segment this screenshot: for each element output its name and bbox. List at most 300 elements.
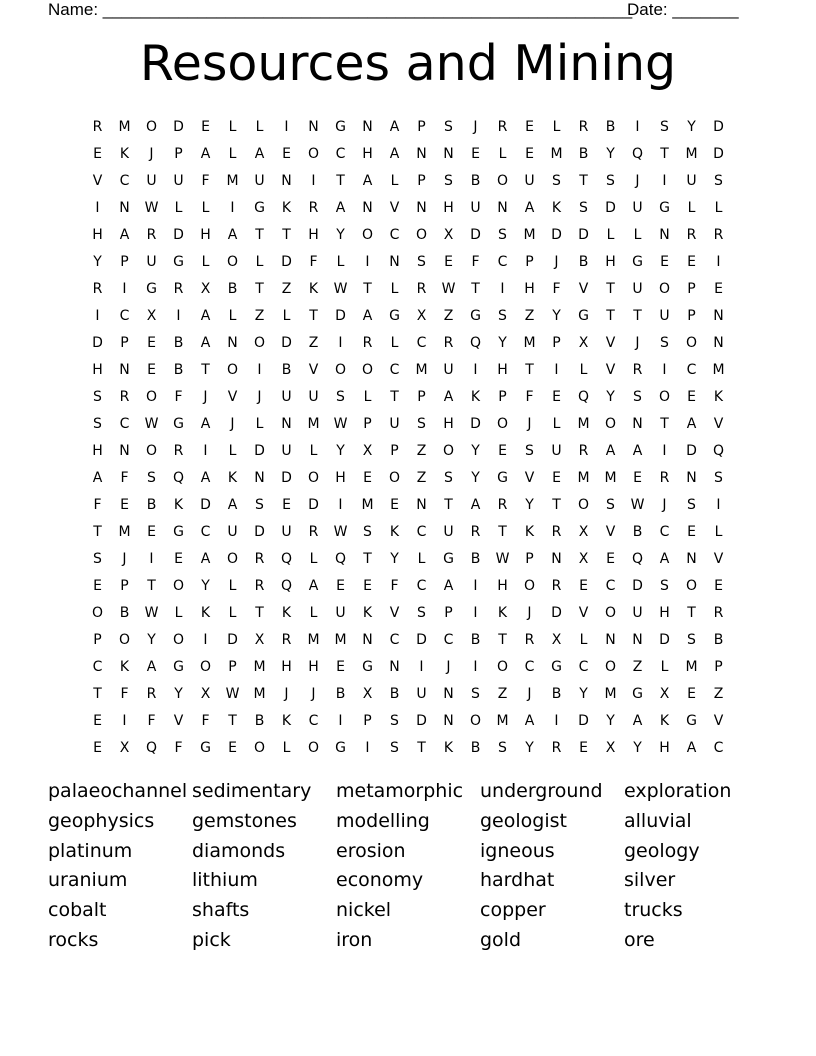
grid-cell: X: [362, 686, 373, 702]
grid-cell: H: [443, 200, 454, 216]
grid-cell: I: [554, 713, 559, 729]
grid-cell: R: [173, 443, 184, 459]
grid-cell: N: [119, 443, 130, 459]
grid-cell: U: [146, 173, 157, 189]
grid-row: [84, 114, 732, 141]
grid-cell: C: [416, 578, 427, 594]
grid-cell: C: [389, 227, 400, 243]
grid-cell: V: [308, 362, 319, 378]
grid-cell: X: [659, 686, 670, 702]
grid-cell: D: [551, 227, 562, 243]
grid-cell: E: [525, 119, 534, 135]
grid-cell: P: [93, 632, 102, 648]
grid-cell: S: [93, 416, 102, 432]
word-list-item: pick: [192, 928, 231, 951]
grid-cell: Q: [469, 335, 482, 351]
grid-cell: L: [255, 119, 264, 135]
grid-cell: J: [527, 605, 532, 621]
grid-cell: J: [284, 686, 289, 702]
grid-row: [84, 195, 732, 222]
grid-cell: R: [659, 470, 670, 486]
grid-cell: R: [497, 497, 508, 513]
grid-cell: S: [417, 605, 426, 621]
grid-row: [84, 411, 732, 438]
grid-row: [84, 141, 732, 168]
grid-cell: O: [658, 281, 671, 297]
grid-cell: N: [416, 497, 427, 513]
grid-cell: B: [470, 173, 481, 189]
grid-cell: T: [606, 308, 615, 324]
grid-cell: O: [685, 335, 698, 351]
grid-cell: B: [470, 740, 481, 756]
grid-cell: N: [362, 200, 373, 216]
grid-cell: E: [282, 497, 291, 513]
grid-cell: K: [497, 605, 508, 621]
grid-cell: L: [174, 200, 183, 216]
grid-cell: T: [255, 281, 264, 297]
grid-cell: D: [605, 200, 616, 216]
grid-cell: S: [444, 470, 453, 486]
grid-cell: E: [579, 578, 588, 594]
grid-cell: T: [93, 686, 102, 702]
grid-cell: T: [471, 281, 480, 297]
grid-cell: B: [254, 713, 265, 729]
grid-cell: K: [443, 740, 454, 756]
grid-cell: E: [687, 254, 696, 270]
grid-cell: I: [473, 605, 478, 621]
grid-cell: L: [255, 416, 264, 432]
grid-cell: R: [470, 524, 481, 540]
grid-row: [84, 654, 732, 681]
grid-cell: J: [554, 254, 559, 270]
grid-cell: Z: [416, 470, 427, 486]
grid-cell: P: [525, 551, 534, 567]
grid-row: [84, 276, 732, 303]
grid-cell: Q: [712, 443, 725, 459]
grid-cell: X: [578, 551, 589, 567]
grid-cell: D: [686, 443, 697, 459]
grid-cell: H: [497, 578, 508, 594]
grid-cell: W: [144, 416, 159, 432]
grid-cell: T: [552, 497, 561, 513]
grid-cell: R: [578, 443, 589, 459]
grid-cell: R: [416, 281, 427, 297]
grid-cell: L: [228, 443, 237, 459]
grid-cell: M: [604, 686, 617, 702]
grid-cell: G: [470, 308, 481, 324]
grid-cell: P: [174, 146, 183, 162]
grid-cell: M: [415, 362, 428, 378]
grid-cell: O: [685, 578, 698, 594]
grid-cell: K: [281, 605, 292, 621]
grid-cell: O: [145, 119, 158, 135]
grid-cell: S: [606, 497, 615, 513]
word-list-item: gold: [480, 928, 522, 951]
grid-cell: C: [389, 362, 400, 378]
grid-cell: A: [470, 497, 481, 513]
grid-row: [84, 492, 732, 519]
grid-cell: S: [579, 200, 588, 216]
grid-cell: H: [659, 605, 670, 621]
grid-cell: R: [686, 227, 697, 243]
grid-cell: L: [606, 227, 615, 243]
grid-cell: W: [495, 551, 510, 567]
grid-cell: L: [714, 524, 723, 540]
grid-cell: E: [93, 146, 102, 162]
grid-cell: O: [253, 740, 266, 756]
grid-cell: P: [417, 389, 426, 405]
grid-cell: H: [497, 362, 508, 378]
grid-cell: O: [496, 173, 509, 189]
word-list-item: trucks: [624, 899, 683, 922]
letter-grid: [84, 114, 732, 762]
grid-cell: F: [174, 389, 183, 405]
grid-row: [84, 627, 732, 654]
grid-cell: K: [713, 389, 724, 405]
grid-cell: E: [147, 524, 156, 540]
grid-cell: N: [416, 146, 427, 162]
word-list-item: uranium: [48, 869, 128, 892]
puzzle-title: Resources and Mining: [139, 35, 677, 92]
grid-cell: E: [552, 470, 561, 486]
grid-cell: T: [579, 173, 588, 189]
grid-cell: N: [713, 308, 724, 324]
grid-cell: I: [716, 497, 721, 513]
grid-cell: G: [173, 659, 184, 675]
grid-cell: Z: [713, 686, 724, 702]
date-field-line: Date: _______: [627, 0, 739, 19]
grid-cell: K: [227, 470, 238, 486]
grid-cell: L: [309, 605, 318, 621]
grid-cell: N: [713, 335, 724, 351]
grid-cell: O: [199, 659, 212, 675]
grid-cell: N: [254, 470, 265, 486]
grid-cell: G: [632, 686, 643, 702]
grid-cell: O: [442, 443, 455, 459]
word-list-item: hardhat: [480, 869, 555, 892]
grid-cell: X: [146, 308, 157, 324]
grid-cell: S: [552, 173, 561, 189]
grid-cell: F: [93, 497, 102, 513]
grid-cell: A: [92, 470, 103, 486]
grid-cell: F: [120, 686, 129, 702]
grid-cell: D: [281, 470, 292, 486]
grid-cell: Z: [443, 308, 454, 324]
grid-cell: I: [500, 281, 505, 297]
grid-cell: V: [389, 605, 400, 621]
grid-cell: H: [92, 362, 103, 378]
grid-cell: I: [311, 173, 316, 189]
grid-cell: F: [525, 389, 534, 405]
grid-cell: X: [200, 281, 211, 297]
grid-cell: N: [416, 200, 427, 216]
grid-cell: Y: [93, 254, 102, 270]
grid-cell: L: [579, 362, 588, 378]
grid-cell: S: [498, 740, 507, 756]
grid-cell: P: [363, 416, 372, 432]
grid-cell: L: [201, 200, 210, 216]
grid-cell: A: [200, 335, 211, 351]
grid-cell: O: [577, 497, 590, 513]
grid-cell: H: [362, 146, 373, 162]
grid-cell: Y: [525, 497, 534, 513]
grid-cell: V: [578, 605, 589, 621]
grid-cell: E: [93, 713, 102, 729]
grid-cell: F: [390, 578, 399, 594]
grid-cell: L: [714, 200, 723, 216]
grid-cell: L: [228, 605, 237, 621]
grid-cell: H: [443, 416, 454, 432]
grid-cell: V: [524, 470, 535, 486]
grid-cell: Z: [497, 686, 508, 702]
grid-cell: D: [632, 578, 643, 594]
grid-cell: S: [687, 497, 696, 513]
grid-cell: E: [687, 686, 696, 702]
word-list-item: exploration: [624, 780, 732, 802]
grid-cell: Y: [336, 443, 345, 459]
grid-cell: I: [338, 497, 343, 513]
grid-row: [84, 708, 732, 735]
grid-cell: L: [228, 146, 237, 162]
grid-cell: U: [470, 200, 481, 216]
grid-cell: M: [334, 632, 347, 648]
grid-cell: S: [687, 632, 696, 648]
grid-cell: Q: [172, 470, 185, 486]
grid-cell: S: [444, 119, 453, 135]
grid-cell: T: [336, 173, 345, 189]
grid-cell: O: [226, 362, 239, 378]
grid-cell: Z: [632, 659, 643, 675]
grid-cell: W: [333, 416, 348, 432]
grid-cell: E: [363, 470, 372, 486]
grid-cell: I: [662, 173, 667, 189]
grid-cell: Q: [631, 146, 644, 162]
grid-cell: C: [308, 713, 319, 729]
grid-cell: O: [226, 551, 239, 567]
grid-cell: O: [361, 362, 374, 378]
grid-cell: I: [365, 254, 370, 270]
grid-cell: L: [228, 578, 237, 594]
grid-cell: D: [308, 497, 319, 513]
grid-cell: R: [713, 605, 724, 621]
grid-cell: U: [632, 200, 643, 216]
word-list-item: lithium: [192, 869, 258, 892]
grid-cell: C: [713, 740, 724, 756]
grid-cell: J: [446, 659, 451, 675]
grid-cell: V: [227, 389, 238, 405]
grid-cell: S: [255, 497, 264, 513]
grid-cell: K: [308, 281, 319, 297]
grid-cell: R: [254, 551, 265, 567]
grid-cell: N: [281, 416, 292, 432]
grid-cell: I: [662, 362, 667, 378]
grid-cell: W: [333, 524, 348, 540]
grid-cell: L: [336, 254, 345, 270]
grid-cell: U: [254, 173, 265, 189]
grid-cell: O: [307, 146, 320, 162]
grid-cell: E: [552, 389, 561, 405]
word-list-item: modelling: [336, 809, 430, 832]
grid-cell: J: [635, 173, 640, 189]
grid-cell: I: [554, 362, 559, 378]
grid-cell: U: [416, 686, 427, 702]
grid-cell: W: [441, 281, 456, 297]
grid-cell: G: [146, 281, 157, 297]
word-list-item: silver: [624, 869, 676, 892]
grid-cell: L: [174, 605, 183, 621]
grid-cell: U: [335, 605, 346, 621]
grid-cell: S: [444, 173, 453, 189]
grid-cell: J: [527, 686, 532, 702]
grid-cell: M: [496, 713, 509, 729]
word-list-item: igneous: [480, 839, 555, 862]
grid-cell: R: [173, 281, 184, 297]
grid-cell: T: [93, 524, 102, 540]
grid-cell: B: [470, 551, 481, 567]
grid-cell: E: [363, 578, 372, 594]
grid-cell: V: [92, 173, 103, 189]
grid-cell: M: [307, 416, 320, 432]
word-list-item: gemstones: [192, 809, 297, 832]
grid-cell: C: [119, 308, 130, 324]
grid-cell: Q: [577, 389, 590, 405]
grid-cell: E: [525, 146, 534, 162]
grid-cell: Y: [390, 551, 399, 567]
word-list-item: geophysics: [48, 809, 155, 832]
grid-cell: C: [92, 659, 103, 675]
grid-cell: T: [255, 227, 264, 243]
grid-cell: K: [389, 524, 400, 540]
grid-cell: E: [228, 740, 237, 756]
grid-cell: U: [551, 443, 562, 459]
grid-cell: O: [658, 389, 671, 405]
word-list-item: alluvial: [624, 809, 692, 832]
grid-cell: J: [230, 416, 235, 432]
grid-cell: P: [390, 443, 399, 459]
grid-cell: N: [686, 470, 697, 486]
grid-cell: B: [470, 632, 481, 648]
grid-cell: U: [443, 524, 454, 540]
word-list-item: sedimentary: [192, 780, 312, 802]
grid-cell: C: [578, 659, 589, 675]
grid-cell: B: [389, 686, 400, 702]
grid-cell: F: [174, 740, 183, 756]
grid-cell: D: [659, 632, 670, 648]
grid-cell: T: [660, 146, 669, 162]
grid-cell: L: [579, 632, 588, 648]
grid-cell: P: [444, 605, 453, 621]
grid-cell: Y: [471, 443, 480, 459]
grid-cell: B: [146, 497, 157, 513]
grid-cell: T: [417, 740, 426, 756]
grid-cell: E: [147, 362, 156, 378]
grid-cell: U: [443, 362, 454, 378]
grid-cell: A: [443, 578, 454, 594]
grid-cell: L: [498, 146, 507, 162]
grid-cell: J: [527, 416, 532, 432]
grid-cell: E: [471, 146, 480, 162]
grid-cell: S: [417, 416, 426, 432]
grid-cell: Q: [334, 551, 347, 567]
grid-cell: R: [443, 335, 454, 351]
grid-cell: V: [578, 281, 589, 297]
grid-cell: O: [118, 632, 131, 648]
grid-cell: G: [578, 308, 589, 324]
grid-cell: J: [203, 389, 208, 405]
grid-cell: D: [578, 227, 589, 243]
grid-cell: R: [632, 362, 643, 378]
grid-cell: M: [550, 146, 563, 162]
grid-cell: B: [281, 362, 292, 378]
grid-cell: K: [119, 659, 130, 675]
word-list-item: ore: [624, 928, 655, 951]
grid-cell: U: [659, 308, 670, 324]
grid-cell: H: [605, 254, 616, 270]
grid-cell: D: [470, 227, 481, 243]
grid-cell: R: [551, 578, 562, 594]
grid-cell: O: [172, 632, 185, 648]
grid-cell: B: [578, 146, 589, 162]
grid-cell: B: [335, 686, 346, 702]
grid-cell: U: [173, 173, 184, 189]
grid-cell: V: [713, 551, 724, 567]
grid-cell: Z: [254, 308, 265, 324]
grid-cell: D: [92, 335, 103, 351]
grid-cell: H: [659, 740, 670, 756]
grid-cell: I: [230, 200, 235, 216]
grid-cell: Z: [416, 443, 427, 459]
grid-cell: E: [93, 578, 102, 594]
grid-cell: O: [253, 335, 266, 351]
grid-cell: A: [632, 713, 643, 729]
grid-cell: N: [497, 200, 508, 216]
grid-cell: N: [605, 632, 616, 648]
grid-cell: E: [201, 119, 210, 135]
grid-cell: E: [336, 578, 345, 594]
grid-cell: R: [146, 686, 157, 702]
grid-cell: Y: [606, 389, 615, 405]
grid-cell: L: [390, 281, 399, 297]
grid-cell: G: [335, 740, 346, 756]
grid-cell: O: [496, 416, 509, 432]
grid-cell: Q: [145, 740, 158, 756]
grid-cell: R: [362, 335, 373, 351]
grid-cell: T: [201, 362, 210, 378]
grid-cell: C: [524, 659, 535, 675]
grid-cell: A: [524, 200, 535, 216]
grid-cell: C: [335, 146, 346, 162]
grid-cell: G: [173, 524, 184, 540]
grid-cell: I: [635, 119, 640, 135]
grid-cell: C: [200, 524, 211, 540]
word-list-item: diamonds: [192, 839, 286, 862]
grid-cell: Y: [174, 686, 183, 702]
grid-cell: I: [473, 578, 478, 594]
grid-cell: R: [551, 524, 562, 540]
grid-cell: M: [118, 119, 131, 135]
grid-cell: A: [308, 578, 319, 594]
grid-cell: O: [361, 227, 374, 243]
grid-cell: A: [200, 308, 211, 324]
grid-cell: M: [604, 470, 617, 486]
grid-cell: T: [525, 362, 534, 378]
grid-cell: V: [713, 416, 724, 432]
grid-cell: G: [254, 200, 265, 216]
grid-cell: P: [417, 119, 426, 135]
grid-cell: S: [417, 254, 426, 270]
grid-row: [84, 384, 732, 411]
grid-cell: Y: [525, 740, 534, 756]
